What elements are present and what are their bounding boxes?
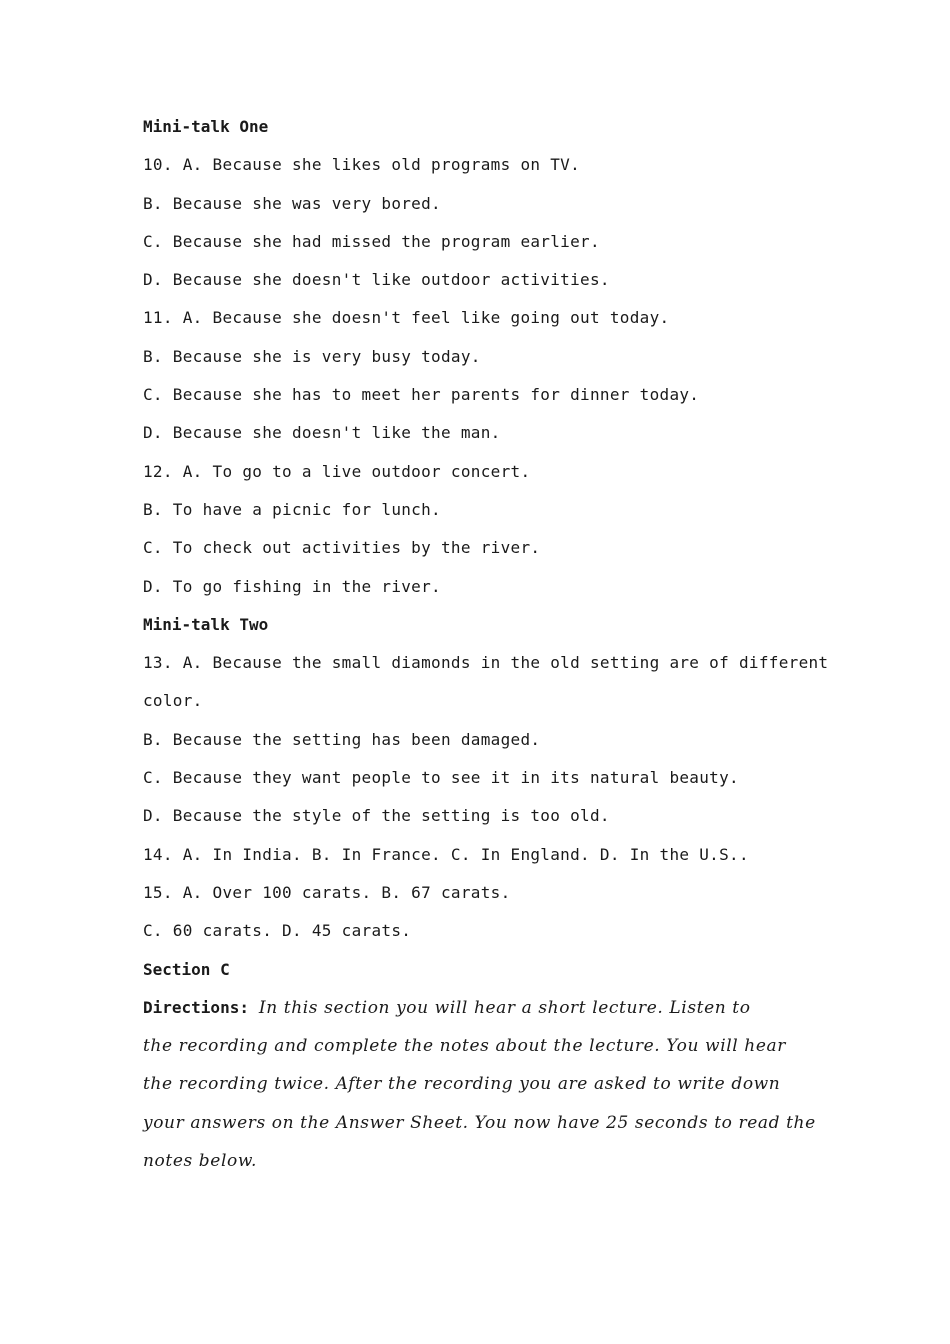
question-11-option-c: C. Because she has to meet her parents for dinner today.: [143, 385, 700, 405]
directions-line-4: your answers on the Answer Sheet. You now have 25 seconds to read the: [143, 1112, 816, 1133]
question-15-options-cd: C. 60 carats. D. 45 carats.: [143, 921, 412, 941]
question-10-option-b: B. Because she was very bored.: [143, 193, 441, 213]
question-11-option-d: D. Because she doesn't like the man.: [143, 423, 501, 443]
mini-talk-one-heading: Mini-talk One: [143, 117, 269, 136]
question-11-option-b: B. Because she is very busy today.: [143, 346, 481, 366]
question-10-option-c: C. Because she had missed the program earlier.: [143, 231, 600, 251]
directions-line-5: notes below.: [143, 1151, 257, 1172]
directions-label: Directions:: [143, 997, 249, 1017]
mini-talk-two-heading: Mini-talk Two: [143, 614, 269, 634]
directions-line-1: [143, 989, 823, 1027]
document-page: [143, 108, 829, 1180]
directions-text-1: In this section you will hear a short lecture. Listen to: [258, 997, 751, 1018]
question-13-option-a-continued: color.: [143, 691, 203, 711]
question-13-option-d: D. Because the style of the setting is too old.: [143, 806, 610, 826]
question-13-option-a: 13. A. Because the small diamonds in the old setting are of different: [143, 653, 829, 673]
question-14-options: 14. A. In India. B. In France. C. In England. D. In the U.S..: [143, 844, 749, 864]
question-12-option-d: D. To go fishing in the river.: [143, 576, 441, 596]
question-15-options-ab: 15. A. Over 100 carats. B. 67 carats.: [143, 882, 511, 902]
section-c-heading: Section C: [143, 959, 230, 979]
question-13-option-b: B. Because the setting has been damaged.: [143, 729, 541, 749]
directions-line-2: the recording and complete the notes about the lecture. You will hear: [143, 1036, 786, 1057]
question-10-option-d: D. Because she doesn't like outdoor activities.: [143, 270, 610, 290]
question-13-option-c: C. Because they want people to see it in its natural beauty.: [143, 768, 739, 788]
question-12-option-b: B. To have a picnic for lunch.: [143, 499, 441, 519]
question-10-option-a: 10. A. Because she likes old programs on TV.: [143, 155, 581, 175]
directions-line-3: the recording twice. After the recording you are asked to write down: [143, 1074, 781, 1095]
question-12-option-a: 12. A. To go to a live outdoor concert.: [143, 461, 531, 481]
question-11-option-a: 11. A. Because she doesn't feel like going out today.: [143, 308, 670, 328]
question-12-option-c: C. To check out activities by the river.: [143, 538, 541, 558]
